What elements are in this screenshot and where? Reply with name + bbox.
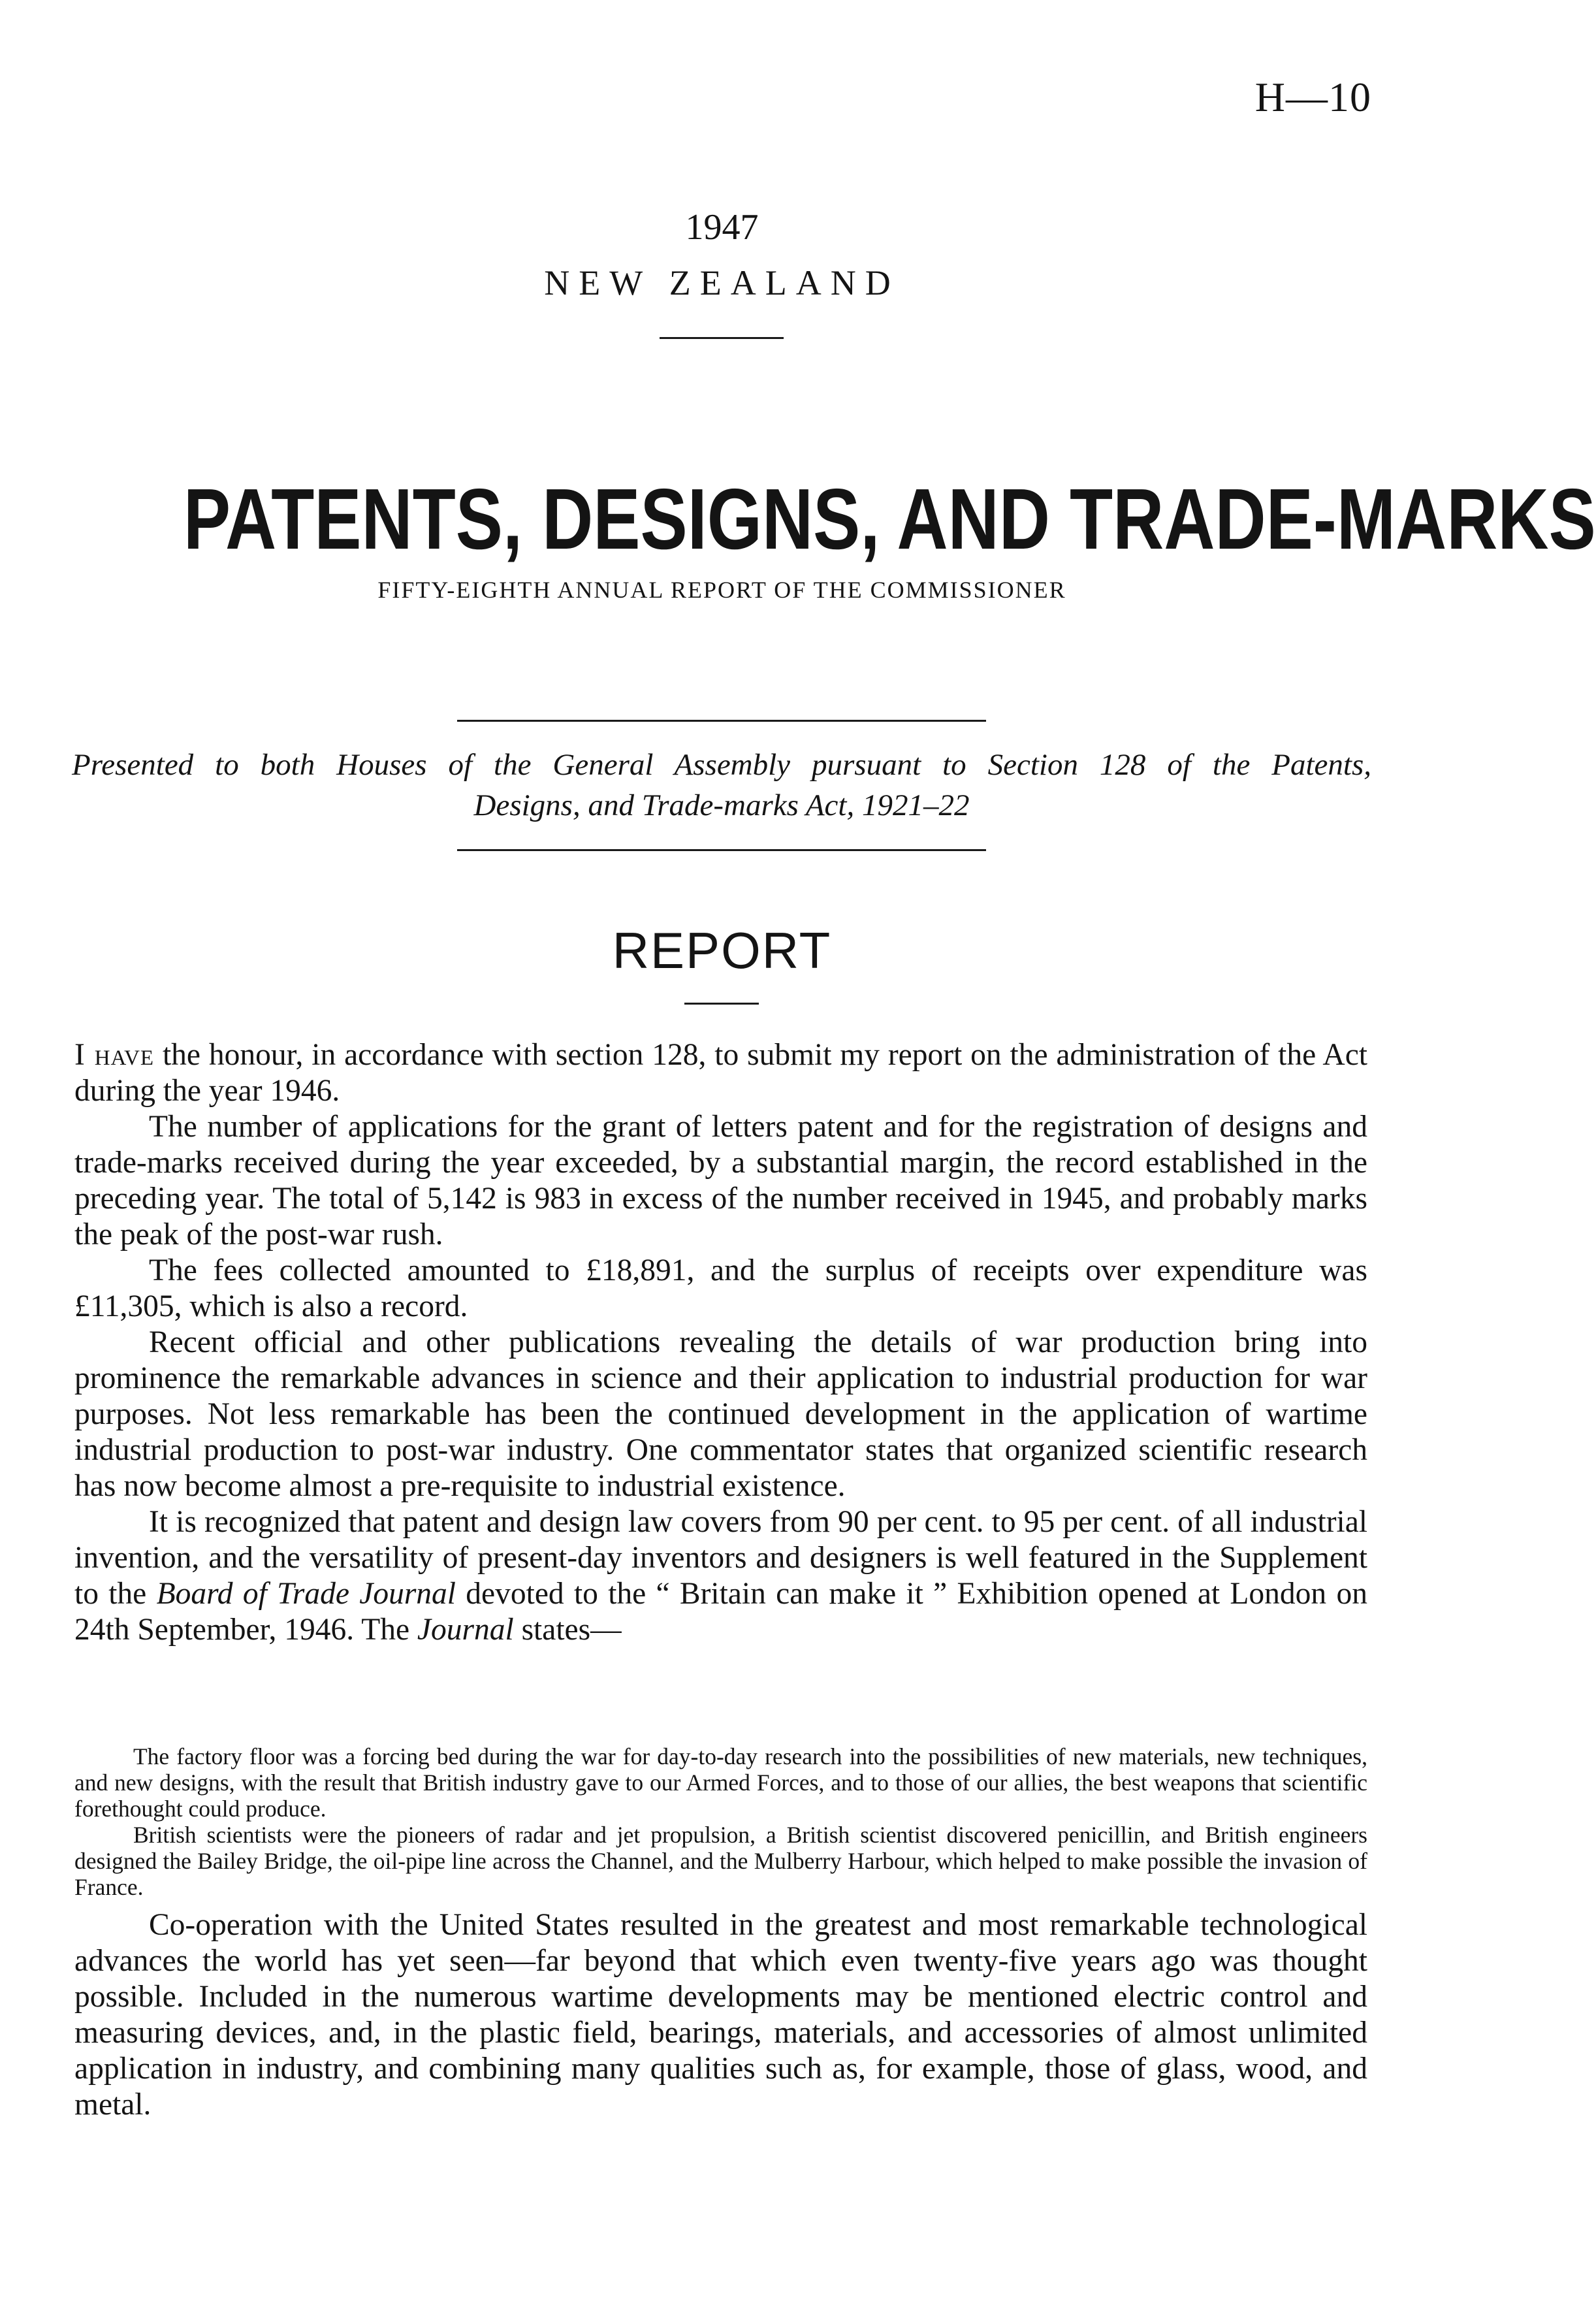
- divider-presented-top: [457, 720, 986, 722]
- paragraph-6: Co-operation with the United States resulted in the greatest and most remarkable technological advances the world has yet seen—far beyond that which even twenty-five years ago was thought possible. Included in the numerous wartime developments may be mentioned electric control and measuring devices, and, in the plastic field, bearings, materials, and accessories of almost unlimited application in industry, and combining many qualities such as, for example, those of glass, wood, and metal.: [74, 1908, 1367, 2122]
- paragraph-2: The number of applications for the grant of letters patent and for the registration of designs and trade-marks received during the year exceeded, by a substantial margin, the record established in the preceding year. The total of 5,142 is 983 in excess of the number received in 1945, and probably marks the peak of the post-war rush.: [74, 1110, 1367, 1251]
- page-subtitle: FIFTY-EIGHTH ANNUAL REPORT OF THE COMMISSIONER: [377, 577, 1066, 603]
- paragraph-5-text-b: devoted to the “ Britain can make it ” Exhibition opened at London on 24th September, 1946. The: [74, 1577, 1367, 1647]
- presentation-line-2: Designs, and Trade-marks Act, 1921–22: [473, 788, 970, 822]
- page-title: PATENTS, DESIGNS, AND TRADE-MARKS: [183, 471, 1596, 567]
- paragraph-5: [74, 1504, 1367, 1648]
- paragraph-1: [74, 1037, 1367, 1109]
- journal-quotation: [74, 1743, 1367, 1900]
- journal-name: Journal: [417, 1613, 514, 1647]
- divider-report: [684, 1003, 759, 1005]
- report-year: 1947: [685, 207, 759, 248]
- quote-paragraph-2: British scientists were the pioneers of radar and jet propulsion, a British scientist discovered penicillin, and British engineers designed the Bailey Bridge, the oil-pipe line across the Channel, and the Mulberry Harbour, which helped to make possible the invasion of France.: [74, 1822, 1367, 1900]
- report-body: [74, 1037, 1367, 1648]
- report-body-continued: [74, 1907, 1367, 2123]
- country-name: NEW ZEALAND: [544, 263, 900, 302]
- paragraph-1-lead: I have: [74, 1038, 155, 1072]
- paragraph-1-text: the honour, in accordance with section 128, to submit my report on the administration of the Act during the year 1946.: [74, 1038, 1367, 1108]
- report-heading: REPORT: [612, 922, 832, 979]
- journal-title: Board of Trade Journal: [156, 1577, 456, 1611]
- paragraph-5-text-a: It is recognized that patent and design law covers from 90 per cent. to 95 per cent. of all industrial invention, and the versatility of present-day inventors and designers is well featured in the Supplement to the: [74, 1505, 1367, 1611]
- paragraph-5-text-c: states—: [513, 1613, 622, 1647]
- page-code: H—10: [1254, 74, 1371, 120]
- presentation-line-1: Presented to both Houses of the General Assembly pursuant to Section 128 of the Patents,: [72, 748, 1371, 782]
- paragraph-3: The fees collected amounted to £18,891, and the surplus of receipts over expenditure was £11,305, which is also a record.: [74, 1253, 1367, 1323]
- quote-paragraph-1: The factory floor was a forcing bed during the war for day-to-day research into the possibilities of new materials, new techniques, and new designs, with the result that British industry gave to our Armed Forces, and to those of our allies, the best weapons that scientific forethought could produce.: [74, 1743, 1367, 1822]
- divider-presented-bottom: [457, 849, 986, 851]
- presentation-note: [72, 745, 1371, 826]
- paragraph-4: Recent official and other publications revealing the details of war production bring into prominence the remarkable advances in science and their application to industrial production for war purposes. Not less remarkable has been the continued development in the application of wartime industrial production to post-war industry. One commentator states that organized scientific research has now become almost a pre-requisite to industrial existence.: [74, 1325, 1367, 1503]
- divider-short-top: [660, 337, 784, 339]
